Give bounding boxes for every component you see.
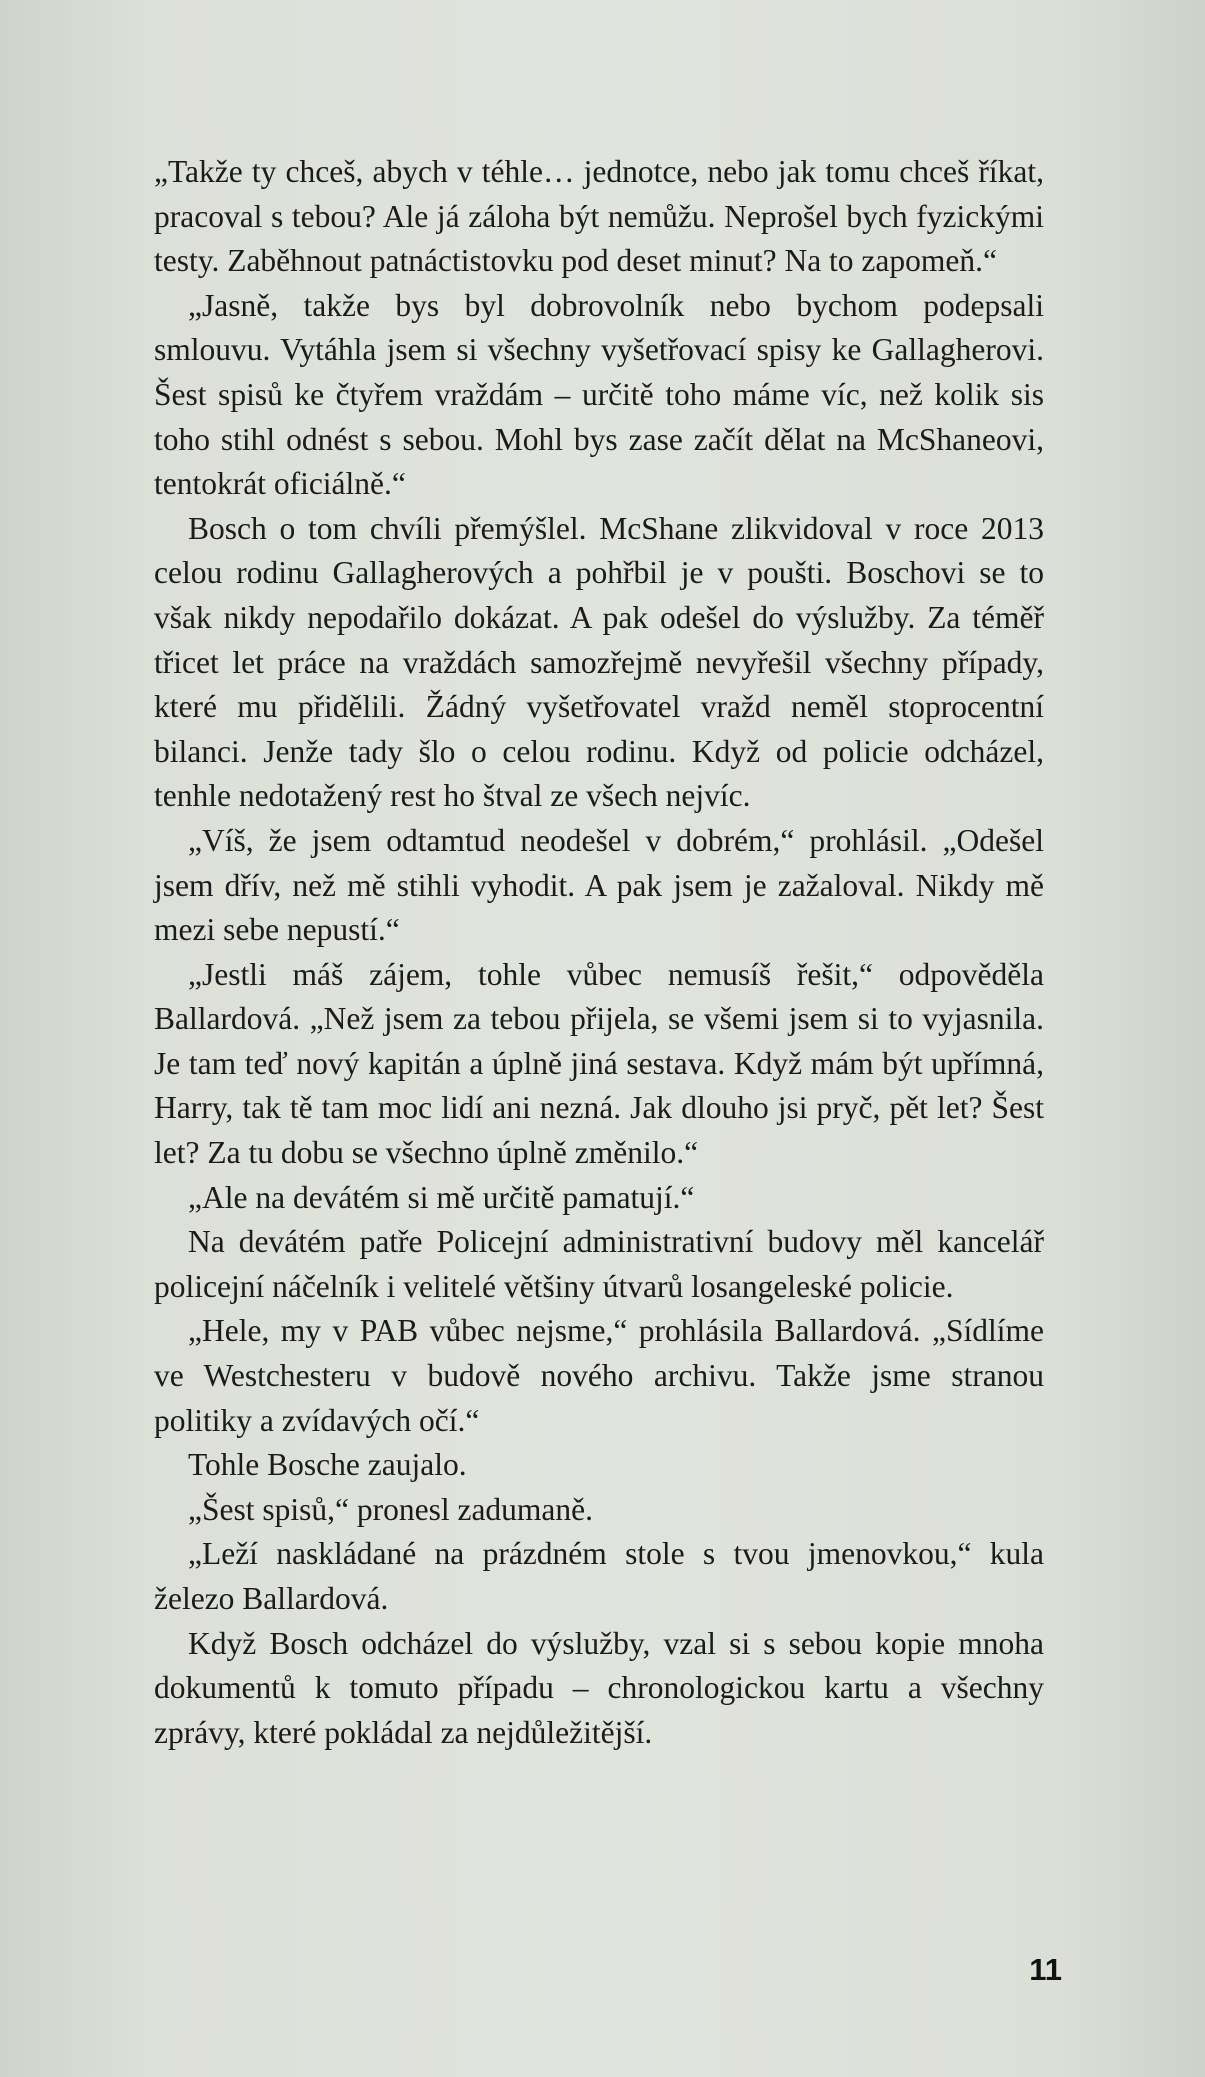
paragraph-3: Bosch o tom chvíli přemýšlel. McShane zlikvidoval v roce 2013 celou rodinu Gallagherových a pohřbil je v poušti. Boschovi se to však nikdy nepodařilo dokázat. A pak odešel do výslužby. Za téměř třicet let práce na vraždách samozřejmě nevyřešil všechny případy, které mu přidělili. Žádný vyšetřovatel vražd neměl stoprocentní bilanci. Jenže tady šlo o celou rodinu. Když od policie odcházel, tenhle nedotažený rest ho štval ze všech nejvíc.	[154, 510, 1044, 814]
paragraph-8: „Hele, my v PAB vůbec nejsme,“ prohlásila Ballardová. „Sídlíme ve Westchesteru v budově nového archivu. Takže jsme stranou politiky a zvídavých očí.“	[154, 1313, 1044, 1438]
paragraph-2: „Jasně, takže bys byl dobrovolník nebo bychom podepsali smlouvu. Vytáhla jsem si všechny vyšetřovací spisy ke Gallagherovi. Šest spisů ke čtyřem vraždám – určitě toho máme víc, než kolik sis toho stihl odnést s sebou. Mohl bys zase začít dělat na McShaneovi, tentokrát oficiálně.“	[154, 287, 1044, 502]
paragraph-6: „Ale na devátém si mě určitě pamatují.“	[188, 1179, 695, 1215]
paragraph-5: „Jestli máš zájem, tohle vůbec nemusíš řešit,“ odpověděla Ballardová. „Než jsem za tebou přijela, se všemi jsem si to vyjasnila. Je tam teď nový kapitán a úplně jiná sestava. Když mám být upřímná, Harry, tak tě tam moc lidí ani nezná. Jak dlouho jsi pryč, pět let? Šest let? Za tu dobu se všechno úplně změnilo.“	[154, 956, 1044, 1171]
paragraph-7: Na devátém patře Policejní administrativní budovy měl kancelář policejní náčelník i velitelé většiny útvarů losangeleské policie.	[154, 1224, 1044, 1304]
paragraph-12: Když Bosch odcházel do výslužby, vzal si s sebou kopie mnoha dokumentů k tomuto případu – chronologickou kartu a všechny zprávy, které pokládal za nejdůležitější.	[154, 1625, 1044, 1750]
paragraph-10: „Šest spisů,“ pronesl zadumaně.	[188, 1491, 594, 1527]
paragraph-1: „Takže ty chceš, abych v téhle… jednotce, nebo jak tomu chceš říkat, pracoval s tebou? Ale já záloha být nemůžu. Neprošel bych fyzickými testy. Zaběhnout patnáctistovku pod deset minut? Na to zapomeň.“	[154, 154, 1044, 279]
paragraph-4: „Víš, že jsem odtamtud neodešel v dobrém,“ prohlásil. „Odešel jsem dřív, než mě stihli vyhodit. A pak jsem je zažaloval. Nikdy mě mezi sebe nepustí.“	[154, 822, 1044, 948]
paragraph-9: Tohle Bosche zaujalo.	[188, 1447, 467, 1483]
page-number: 11	[1029, 1952, 1062, 1987]
paragraph-11: „Leží naskládané na prázdném stole s tvou jmenovkou,“ kula železo Ballardová.	[154, 1536, 1044, 1616]
body-text	[154, 150, 1044, 1755]
